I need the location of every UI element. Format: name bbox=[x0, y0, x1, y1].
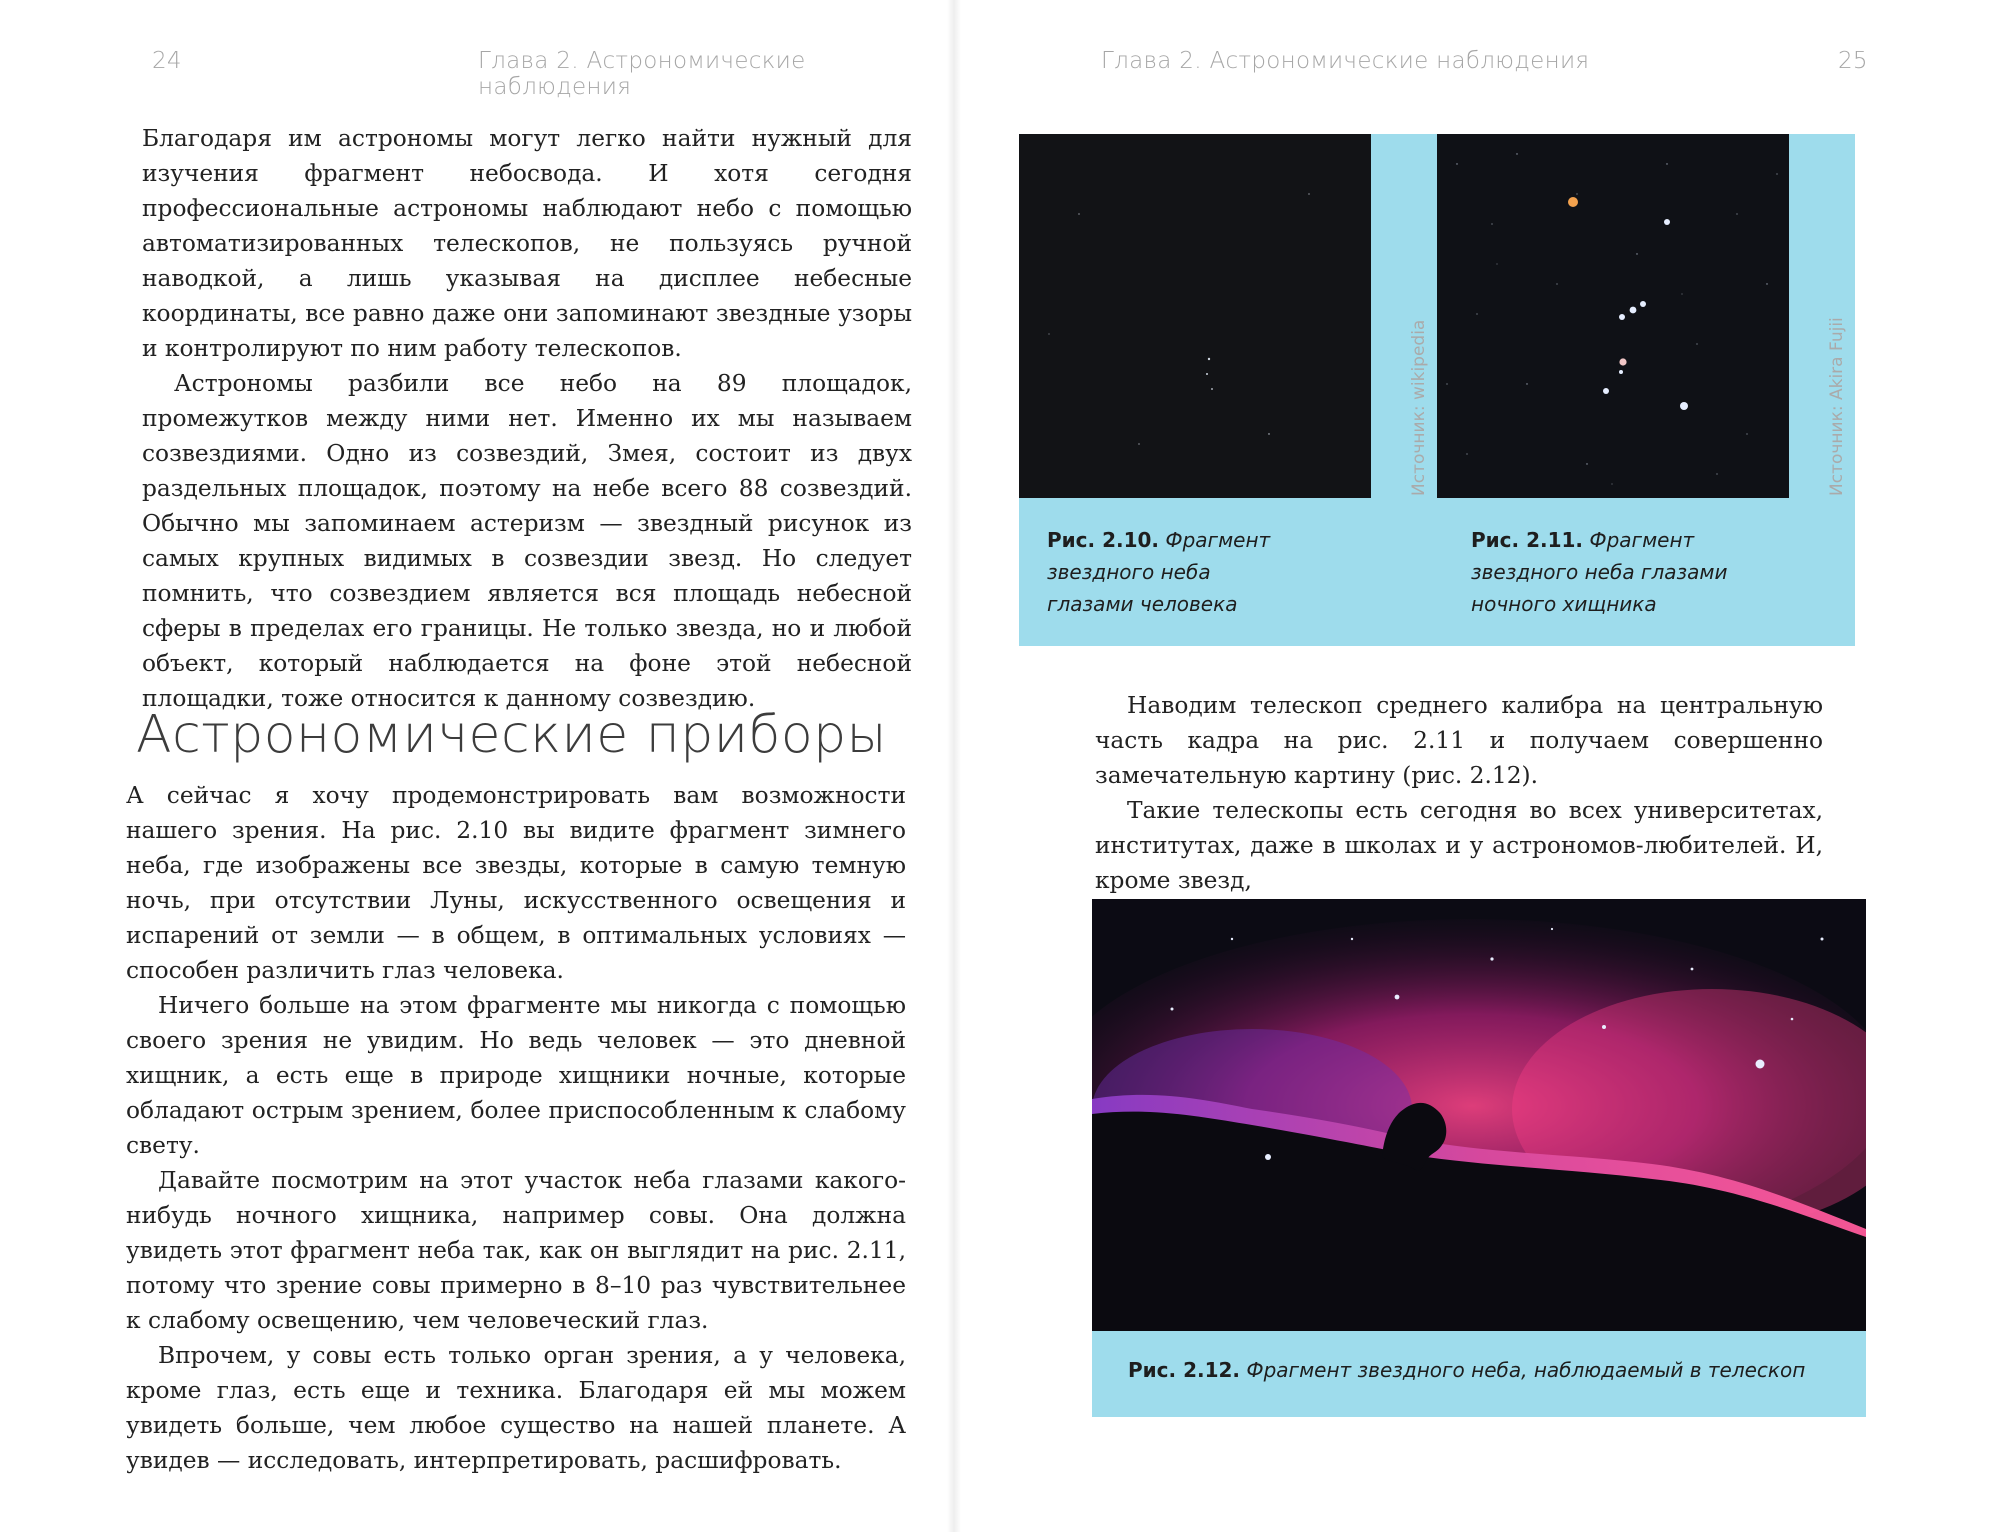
paragraph: Наводим телескоп среднего калибра на центральную часть кадра на рис. 2.11 и получаем совершенно замечательную картину (рис. 2.12). bbox=[1095, 692, 1823, 789]
figure-2-10-photo bbox=[1019, 134, 1371, 498]
paragraph: Астрономы разбили все небо на 89 площадок, промежутков между ними нет. Именно их мы называем созвездиями. Одно из созвездий, Змея, состоит из двух раздельных площадок, поэтому на небе всего 88 созвездий. Обычно мы запоминаем астеризм — звездный рисунок из самых крупных видимых в созвездии звезд. Но следует помнить, что созвездием является вся площадь небесной сферы в пределах его границы. Не только звезда, но и любой объект, который наблюдается на фоне этой небесной площадки, тоже относится к данному созвездию. bbox=[142, 370, 912, 712]
starfield-dense-image bbox=[1437, 134, 1789, 498]
caption-line: глазами человека bbox=[1047, 592, 1238, 616]
running-header-right: Глава 2. Астрономические наблюдения bbox=[1101, 48, 1590, 74]
paragraph: Впрочем, у совы есть только орган зрения, а у человека, кроме глаз, есть еще и техника. Благодаря ей мы можем увидеть больше, чем любое существо на нашей планете. А увидев — исследовать, интерпретировать, расшифровать. bbox=[126, 1342, 906, 1474]
starfield-sparse-image bbox=[1019, 134, 1371, 498]
figure-2-12-photo bbox=[1092, 899, 1866, 1331]
paragraph: А сейчас я хочу продемонстрировать вам возможности нашего зрения. На рис. 2.10 вы видите фрагмент зимнего неба, где изображены все звезды, которые в самую темную ночь, при отсутствии Луны, искусственного освещения и испарений от земли — в общем, в оптимальных условиях — способен различить глаз человека. bbox=[126, 782, 906, 984]
figure-number: Рис. 2.10. bbox=[1047, 528, 1160, 552]
caption-line: Фрагмент bbox=[1165, 528, 1271, 552]
figure-number: Рис. 2.11. bbox=[1471, 528, 1584, 552]
figure-2-12 bbox=[1092, 899, 1866, 1417]
figure-2-10-credit: Источник: wikipedia bbox=[1409, 319, 1429, 496]
figure-number: Рис. 2.12. bbox=[1128, 1358, 1241, 1382]
text-block-right bbox=[1095, 688, 1823, 898]
page-number-left: 24 bbox=[152, 48, 182, 74]
horsehead-nebula-image bbox=[1092, 899, 1866, 1331]
figure-2-11 bbox=[1437, 134, 1855, 646]
figure-2-11-credit: Источник: Akira Fujii bbox=[1827, 317, 1847, 496]
left-page bbox=[0, 0, 955, 1532]
caption-line: Фрагмент bbox=[1589, 528, 1695, 552]
paragraph: Благодаря им астрономы могут легко найти нужный для изучения фрагмент небосвода. И хотя сегодня профессиональные астрономы наблюдают небо с помощью автоматизированных телескопов, не пользуясь ручной наводкой, а лишь указывая на дисплее небесные координаты, все равно даже они запоминают звездные узоры и контролируют по ним работу телескопов. bbox=[142, 125, 912, 362]
page-number-right: 25 bbox=[1838, 48, 1868, 74]
paragraph: Давайте посмотрим на этот участок неба глазами какого-нибудь ночного хищника, например совы. Она должна увидеть этот фрагмент неба так, как он выглядит на рис. 2.11, потому что зрение совы примерно в 8–10 раз чувствительнее к слабому освещению, чем человеческий глаз. bbox=[126, 1167, 906, 1334]
caption-line: звездного неба глазами bbox=[1471, 560, 1728, 584]
caption-line: звездного неба bbox=[1047, 560, 1211, 584]
section-title: Астрономические приборы bbox=[136, 705, 887, 765]
figure-2-11-photo bbox=[1437, 134, 1789, 498]
text-block-top bbox=[142, 121, 912, 716]
figure-2-11-caption bbox=[1471, 524, 1771, 620]
text-block-bottom bbox=[126, 778, 906, 1478]
paragraph: Такие телескопы есть сегодня во всех университетах, институтах, даже в школах и у астрономов-любителей. И, кроме звезд, bbox=[1095, 797, 1823, 894]
caption-line: ночного хищника bbox=[1471, 592, 1657, 616]
right-page bbox=[955, 0, 2000, 1532]
paragraph: Ничего больше на этом фрагменте мы никогда с помощью своего зрения не увидим. Но ведь человек — это дневной хищник, а есть еще в природе хищники ночные, которые обладают острым зрением, более приспособленным к слабому свету. bbox=[126, 992, 906, 1159]
figure-2-12-caption bbox=[1128, 1354, 1848, 1386]
caption-text: Фрагмент звездного неба, наблюдаемый в телескоп bbox=[1246, 1358, 1806, 1382]
figure-2-10-caption bbox=[1047, 524, 1347, 620]
figure-2-10 bbox=[1019, 134, 1437, 646]
running-header-left: Глава 2. Астрономические наблюдения bbox=[478, 48, 806, 100]
